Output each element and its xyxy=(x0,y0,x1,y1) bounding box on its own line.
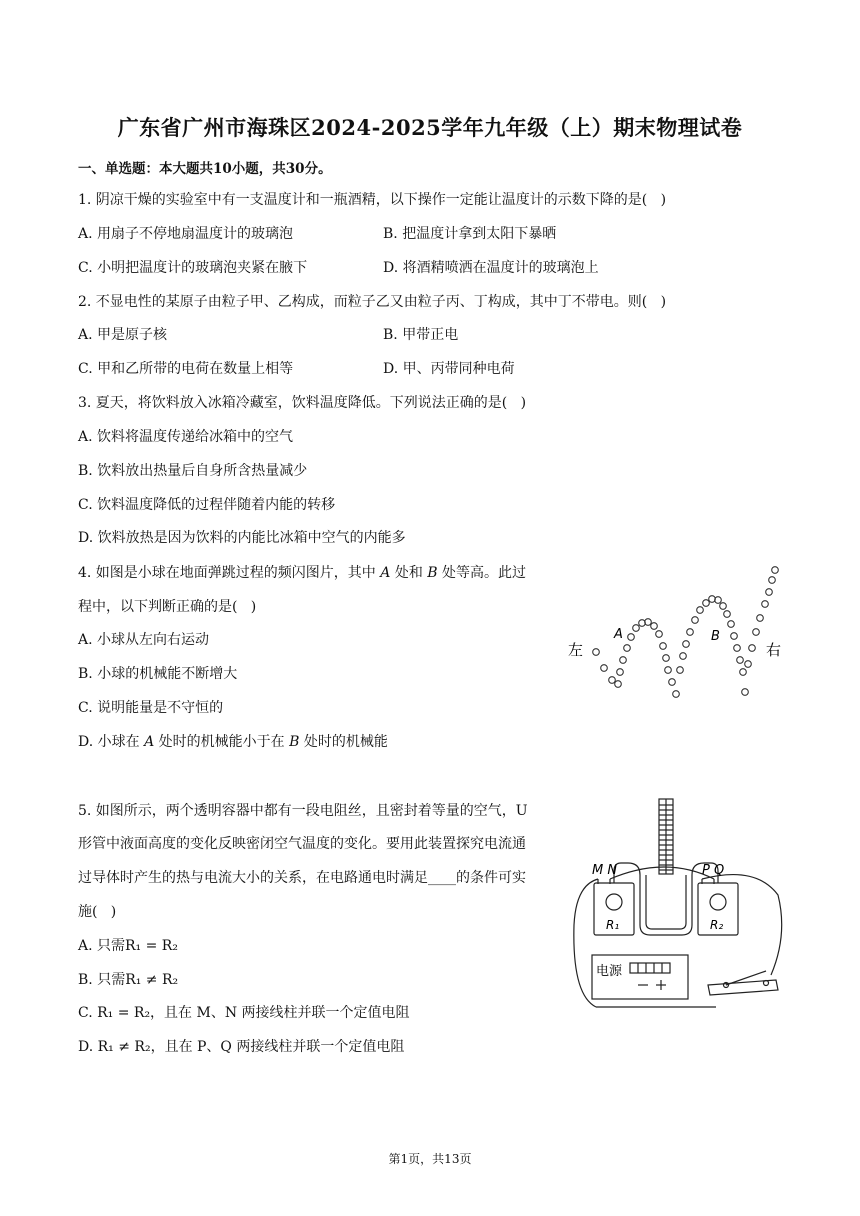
q1-option-c[interactable]: C. 小明把温度计的玻璃泡夹紧在腋下 xyxy=(78,260,308,276)
ball-snapshot xyxy=(728,621,735,628)
ball-snapshot xyxy=(720,603,727,610)
ball-snapshot xyxy=(663,655,670,662)
q4-option-b[interactable]: B. 小球的机械能不断增大 xyxy=(78,666,238,682)
q1-option-a[interactable]: A. 用扇子不停地扇温度计的玻璃泡 xyxy=(78,226,294,242)
q5-stem-line1: 5. 如图所示，两个透明容器中都有一段电阻丝，且密封着等量的空气，U xyxy=(78,803,528,819)
q5-stem-line4: 施( ) xyxy=(78,904,117,920)
ball-snapshot xyxy=(615,681,622,688)
ball-snapshot xyxy=(724,611,731,618)
q4-option-d[interactable]: D. 小球在 A 处时的机械能小于在 B 处时的机械能 xyxy=(78,734,388,750)
ball-snapshot xyxy=(697,607,704,614)
q4-option-c[interactable]: C. 说明能量是不守恒的 xyxy=(78,700,224,716)
ball-snapshot xyxy=(772,567,779,574)
section-heading: 一、单选题：本大题共10小题，共30分。 xyxy=(78,161,332,177)
q2-option-c[interactable]: C. 甲和乙所带的电荷在数量上相等 xyxy=(78,361,294,377)
q2-option-b[interactable]: B. 甲带正电 xyxy=(383,327,459,343)
ball-snapshot xyxy=(745,661,752,668)
q3-option-c[interactable]: C. 饮料温度降低的过程伴随着内能的转移 xyxy=(78,497,336,513)
q3-option-b[interactable]: B. 饮料放出热量后自身所含热量减少 xyxy=(78,463,308,479)
q3-stem: 3. 夏天，将饮料放入冰箱冷藏室，饮料温度降低。下列说法正确的是( ) xyxy=(78,395,527,411)
ball-snapshot xyxy=(742,689,749,696)
q2-stem: 2. 不显电性的某原子由粒子甲、乙构成，而粒子乙又由粒子丙、丁构成，其中丁不带电。则( ) xyxy=(78,294,667,310)
ball-snapshot xyxy=(617,669,624,676)
ball-snapshot xyxy=(633,625,640,632)
ball-snapshot xyxy=(601,665,608,672)
ball-snapshot xyxy=(766,589,773,596)
ball-snapshot xyxy=(740,669,747,676)
q2-option-d[interactable]: D. 甲、丙带同种电荷 xyxy=(383,361,515,377)
ball-snapshot xyxy=(673,691,680,698)
page-title: 广东省广州市海珠区2024-2025学年九年级（上）期末物理试卷 xyxy=(117,115,743,140)
resistor-label-r2: R₂ xyxy=(710,918,724,932)
ball-snapshot xyxy=(593,649,600,656)
ball-snapshot xyxy=(656,631,663,638)
figure-label-left: 左 xyxy=(568,641,584,659)
ball-snapshot xyxy=(628,634,635,641)
q5-option-a[interactable]: A. 只需R₁ = R₂ xyxy=(78,938,178,954)
ball-snapshot xyxy=(703,600,710,607)
ball-snapshot xyxy=(680,653,687,660)
power-supply-label: 电源 xyxy=(596,964,623,979)
q4-stem: 4. 如图是小球在地面弹跳过程的频闪图片，其中 A 处和 B 处等高。此过 xyxy=(78,565,527,581)
ball-snapshot xyxy=(731,633,738,640)
ball-snapshot xyxy=(651,623,658,630)
figure-label-b: B xyxy=(711,629,720,644)
q3-option-d[interactable]: D. 饮料放热是因为饮料的内能比冰箱中空气的内能多 xyxy=(78,530,406,546)
terminal-label-pq: P Q xyxy=(702,863,725,878)
figure-label-a: A xyxy=(614,627,623,642)
q5-stem-line3: 过导体时产生的热与电流大小的关系，在电路通电时满足____的条件可实 xyxy=(78,870,526,886)
ball-snapshot xyxy=(683,641,690,648)
figure-label-right: 右 xyxy=(766,641,782,659)
q1-option-b[interactable]: B. 把温度计拿到太阳下暴晒 xyxy=(383,226,557,242)
ball-snapshot xyxy=(749,645,756,652)
ball-snapshot xyxy=(677,667,684,674)
ball-snapshot xyxy=(762,601,769,608)
q4-option-a[interactable]: A. 小球从左向右运动 xyxy=(78,632,210,648)
q1-stem: 1. 阴凉干燥的实验室中有一支温度计和一瓶酒精，以下操作一定能让温度计的示数下降的是( ) xyxy=(78,192,667,208)
q1-option-d[interactable]: D. 将酒精喷洒在温度计的玻璃泡上 xyxy=(383,260,599,276)
ball-snapshot xyxy=(769,577,776,584)
q5-stem-line2: 形管中液面高度的变化反映密闭空气温度的变化。要用此装置探究电流通 xyxy=(78,836,526,852)
joule-heating-figure xyxy=(566,795,791,1015)
q3-option-a[interactable]: A. 饮料将温度传递给冰箱中的空气 xyxy=(78,429,294,445)
terminal-label-mn: M N xyxy=(592,863,618,878)
resistor-label-r1: R₁ xyxy=(606,918,620,932)
ball-snapshot xyxy=(687,629,694,636)
ball-snapshot xyxy=(753,629,760,636)
ball-snapshot xyxy=(624,645,631,652)
page-footer: 第1页，共13页 xyxy=(388,1152,472,1166)
q5-option-d[interactable]: D. R₁ ≠ R₂，且在 P、Q 两接线柱并联一个定值电阻 xyxy=(78,1039,405,1055)
ball-snapshot xyxy=(734,645,741,652)
ball-snapshot xyxy=(665,667,672,674)
ball-snapshot xyxy=(609,677,616,684)
bouncing-ball-figure xyxy=(560,560,790,705)
ball-snapshot xyxy=(660,643,667,650)
q2-option-a[interactable]: A. 甲是原子核 xyxy=(78,327,168,343)
ball-snapshot xyxy=(692,617,699,624)
ball-snapshot xyxy=(669,679,676,686)
q5-option-b[interactable]: B. 只需R₁ ≠ R₂ xyxy=(78,972,179,988)
q4-stem-line2: 程中，以下判断正确的是( ) xyxy=(78,599,257,615)
ball-snapshot xyxy=(620,657,627,664)
ball-snapshot xyxy=(737,657,744,664)
q5-option-c[interactable]: C. R₁ = R₂，且在 M、N 两接线柱并联一个定值电阻 xyxy=(78,1005,410,1021)
ball-snapshot xyxy=(757,615,764,622)
